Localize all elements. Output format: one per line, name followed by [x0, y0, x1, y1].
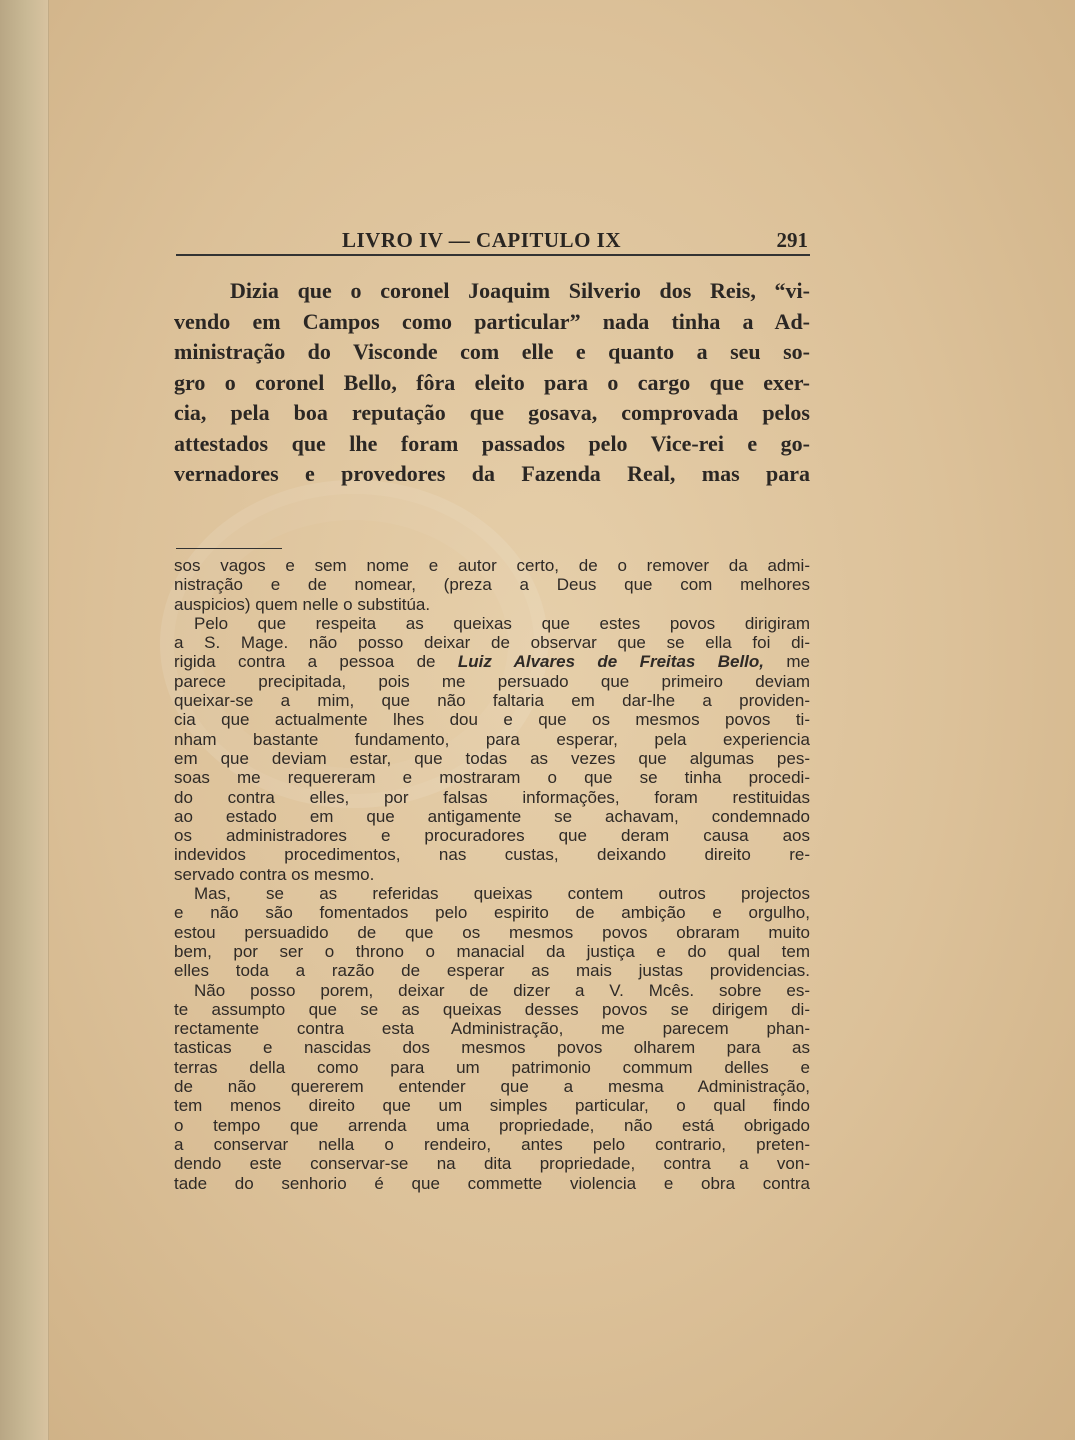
main-text-line: Dizia que o coronel Joaquim Silverio dos Reis, “vi-: [230, 278, 810, 303]
footnote-line: servado contra os mesmo.: [174, 864, 375, 884]
footnote-line: nham bastante fundamento, para esperar, pela experiencia: [174, 729, 810, 749]
main-text-line: ministração do Visconde com elle e quanto a seu so-: [174, 339, 810, 364]
footnote-line: bem, por ser o throno o manacial da justiça e do qual tem: [174, 941, 810, 961]
footnote-divider: [176, 548, 282, 549]
footnote-line: Pelo que respeita as queixas que estes povos dirigiram: [194, 613, 810, 633]
main-text-paragraph: [174, 276, 810, 490]
footnote-line: estou persuadido de que os mesmos povos obraram muito: [174, 922, 810, 942]
footnote-line: nistração e de nomear, (preza a Deus que com melhores: [174, 575, 810, 595]
running-head: LIVRO IV — CAPITULO IX: [342, 228, 621, 252]
footnote-line: rectamente contra esta Administração, me parecem phan-: [174, 1019, 810, 1039]
footnote-line: de não quererem entender que a mesma Administração,: [174, 1077, 810, 1097]
main-text-line: attestados que lhe foram passados pelo Vice-rei e go-: [174, 430, 810, 456]
footnote-line: parece precipitada, pois me persuado que primeiro deviam: [174, 671, 810, 691]
footnote-italic-name: Luiz Alvares de Freitas Bello,: [457, 652, 765, 672]
footnote-line: a S. Mage. não posso deixar de observar que se ella foi di-: [174, 633, 810, 653]
main-text-line: gro o coronel Bello, fôra eleito para o cargo que exer-: [174, 369, 810, 395]
footnote-line: cia que actualmente lhes dou e que os mesmos povos ti-: [174, 710, 810, 730]
footnote-line: do contra elles, por falsas informações, foram restituidas: [174, 787, 810, 807]
footnote-line: Não posso porem, deixar de dizer a V. Mcês. sobre es-: [194, 980, 810, 1000]
footnote-line: soas me requereram e mostraram o que se tinha procedi-: [174, 768, 810, 788]
page-header: [176, 224, 810, 256]
footnote-line: elles toda a razão de esperar as mais justas providencias.: [174, 961, 810, 981]
footnote-line: e não são fomentados pelo espirito de ambição e orgulho,: [174, 903, 810, 923]
footnote-text: rigida contra a pessoa de: [174, 652, 458, 672]
main-text-line: cia, pela boa reputação que gosava, comprovada pelos: [174, 400, 810, 425]
main-text-line: vendo em Campos como particular” nada tinha a Ad-: [174, 308, 810, 334]
footnote-line: te assumpto que se as queixas desses povos se dirigem di-: [174, 999, 810, 1019]
footnote-block: [174, 556, 810, 1193]
footnote-line: auspicios) quem nelle o substitúa.: [174, 594, 431, 614]
footnote-line: dendo este conservar-se na dita propriedade, contra a von-: [174, 1154, 810, 1174]
footnote-line: tasticas e nascidas dos mesmos povos olharem para as: [174, 1038, 810, 1058]
footnote-line: queixar-se a mim, que não faltaria em dar-lhe a providen-: [174, 691, 810, 711]
footnote-line: os administradores e procuradores que deram causa aos: [174, 826, 810, 846]
footnote-line: ao estado em que antigamente se achavam, condemnado: [174, 806, 810, 826]
footnote-line: a conservar nella o rendeiro, antes pelo contrario, preten-: [174, 1134, 810, 1154]
main-text-line: vernadores e provedores da Fazenda Real, mas para: [174, 461, 810, 486]
footnote-line: em que deviam estar, que todas as vezes que algumas pes-: [174, 748, 810, 768]
footnote-line: tem menos direito que um simples particular, o qual findo: [174, 1096, 810, 1116]
page-number: 291: [776, 228, 808, 252]
footnote-line: [174, 652, 810, 671]
footnote-line: o tempo que arrenda uma propriedade, não está obrigado: [174, 1115, 810, 1135]
footnote-line: indevidos procedimentos, nas custas, deixando direito re-: [174, 845, 810, 865]
footnote-line: sos vagos e sem nome e autor certo, de o remover da admi-: [174, 556, 810, 575]
footnote-line: Mas, se as referidas queixas contem outros projectos: [194, 884, 810, 904]
footnote-line: terras della como para um patrimonio commum delles e: [174, 1057, 810, 1077]
page-spine-edge: [0, 0, 49, 1440]
footnote-line: tade do senhorio é que commette violencia e obra contra: [174, 1173, 810, 1193]
footnote-text: me: [764, 652, 811, 672]
